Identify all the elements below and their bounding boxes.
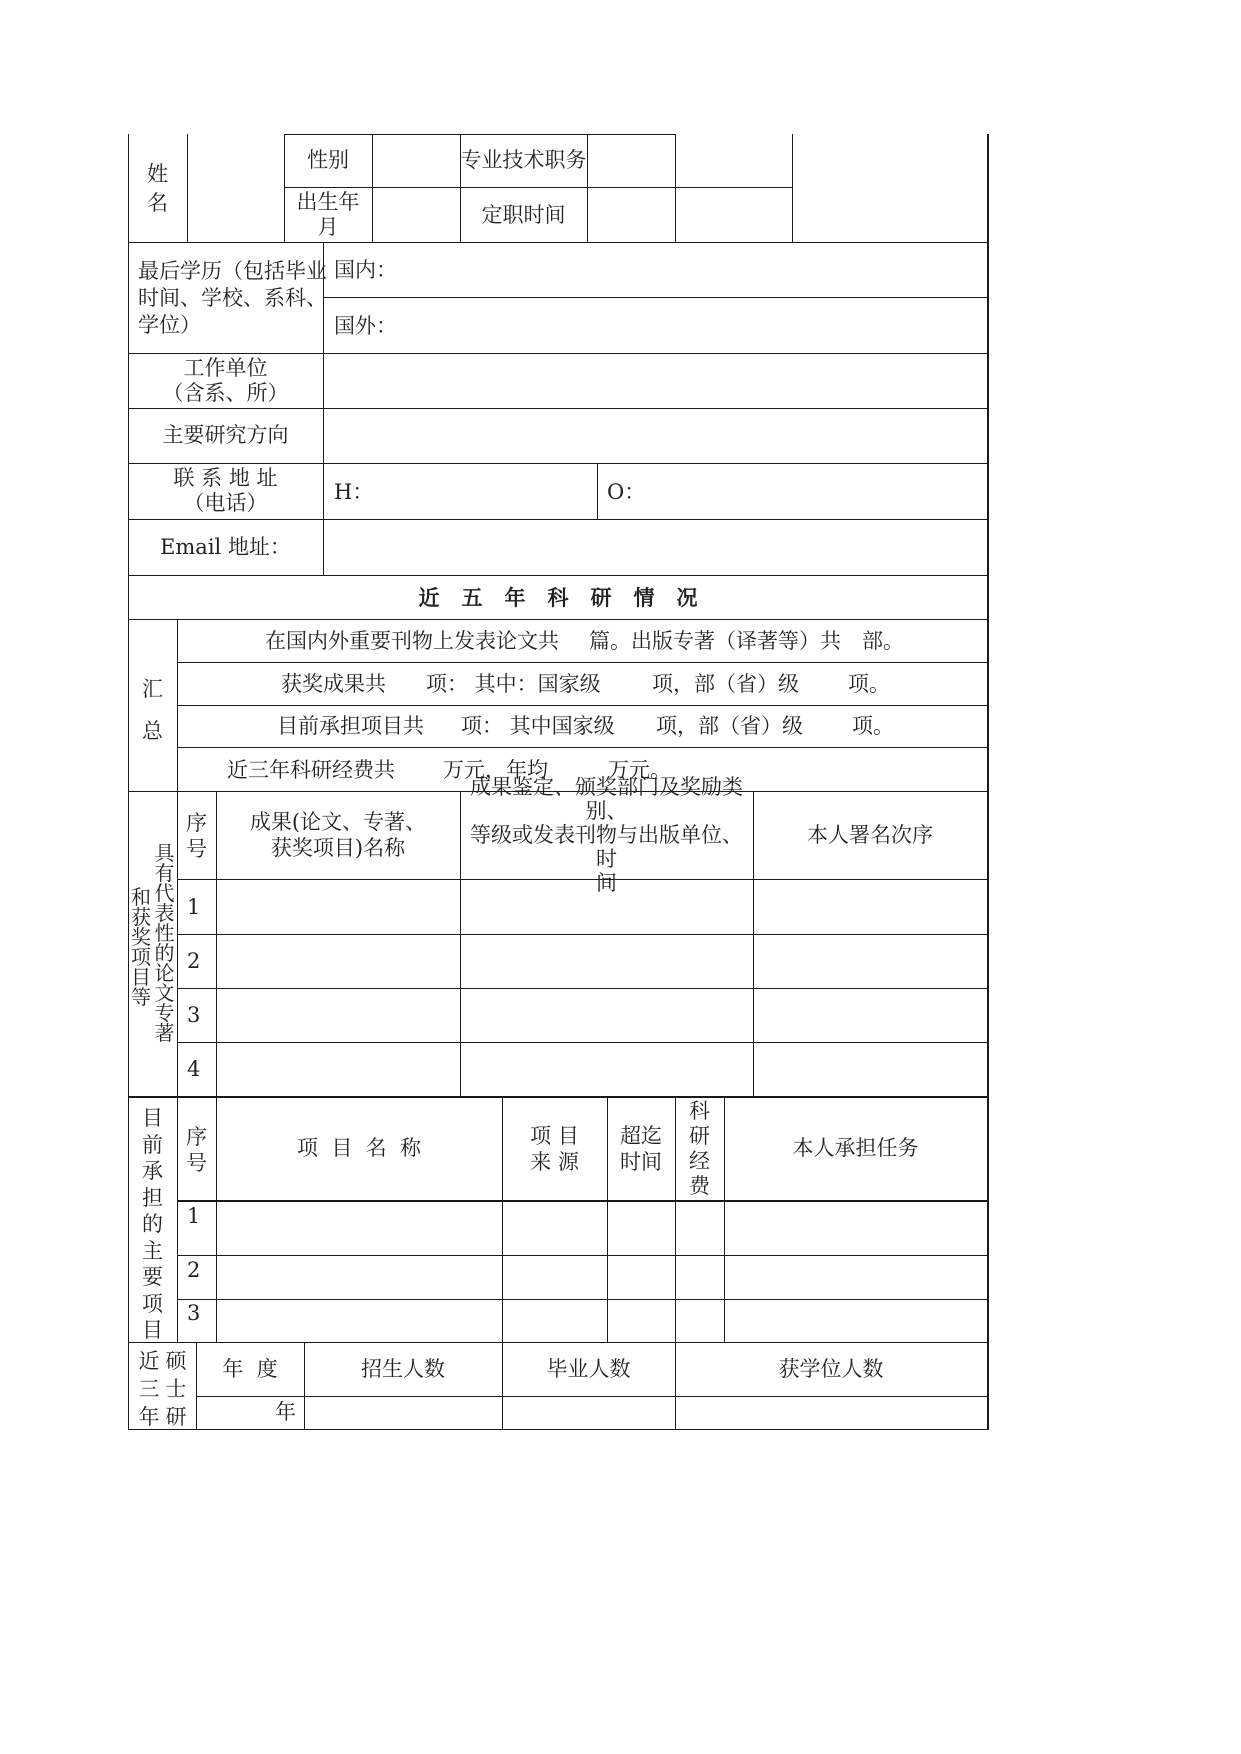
work-unit-label-line1: 工作单位 (183, 355, 268, 380)
proj-side-char: 担 (142, 1185, 163, 1210)
proj-col-name: 项 目 名 称 (296, 1136, 422, 1160)
ach-side1-char: 具 (154, 841, 175, 865)
proj-col-period (607, 1097, 675, 1200)
ach-side2-char: 项 (131, 945, 151, 969)
research-direction-label: 主要研究方向 (162, 423, 289, 447)
summary-side-char-1: 汇 (142, 677, 163, 701)
section-title: 近五年科研情况 (418, 584, 720, 610)
email-field[interactable] (324, 520, 987, 575)
achievements-side-label-col1 (152, 843, 177, 1043)
work-unit-field[interactable] (324, 354, 987, 408)
name-char-1: 姓 (147, 162, 168, 186)
students-side-label-col2 (164, 1347, 188, 1431)
stu-col-grad: 毕业人数 (546, 1356, 631, 1381)
stu-col-enroll: 招生人数 (361, 1356, 445, 1381)
email-label: Email 地址： (160, 534, 291, 559)
ach-side1-char: 表 (154, 901, 175, 925)
summary-line4-part-c: 万元。 (608, 758, 671, 782)
proj-side-char: 目 (142, 1106, 163, 1130)
proj-col-funds-char: 费 (689, 1173, 710, 1198)
ach-row-number: 2 (187, 949, 201, 973)
birth-label-line2: 月 (317, 215, 339, 239)
birth-label-line1: 出生年 (296, 190, 360, 214)
summary-line2-part-d: 项。 (848, 672, 890, 696)
ach-col-detail-line2: 等级或发表刊物与出版单位、时 (470, 823, 743, 871)
contact-office-label: O： (607, 480, 646, 504)
summary-line1-part-b: 篇。出版专著（译著等）共 (589, 629, 841, 653)
proj-row-number: 2 (187, 1258, 201, 1282)
name-label (128, 160, 187, 218)
ach-side2-char: 获 (131, 905, 151, 929)
students-side-label-col1 (137, 1347, 161, 1431)
title-field[interactable] (587, 134, 675, 187)
summary-side-char-2: 总 (142, 719, 163, 743)
stu-side1-char: 年 (138, 1405, 160, 1429)
proj-col-period-line1: 超迄 (620, 1123, 662, 1148)
proj-col-source-line1: 项 目 (530, 1123, 579, 1148)
projects-side-label (128, 1105, 177, 1344)
proj-row-number: 3 (187, 1301, 201, 1325)
contact-label-line2: （电话） (183, 491, 268, 515)
ach-side2-char: 奖 (131, 925, 151, 949)
stu-side1-char: 三 (138, 1377, 160, 1401)
proj-col-period-line2: 时间 (620, 1149, 662, 1174)
summary-line3-part-a: 目前承担项目共 (277, 714, 424, 738)
summary-line4-part-a: 近三年科研经费共 (227, 758, 395, 782)
proj-side-char: 主 (142, 1238, 163, 1263)
name-char-2: 名 (147, 191, 168, 215)
education-label-line3: 学位） (138, 313, 201, 337)
stu-side2-char: 硕 (165, 1349, 187, 1373)
research-direction-field[interactable] (324, 409, 987, 463)
proj-side-char: 项 (142, 1291, 163, 1316)
proj-side-char: 前 (142, 1132, 163, 1157)
education-label (138, 258, 327, 339)
proj-row-number: 1 (187, 1204, 201, 1228)
proj-col-funds-char: 经 (689, 1148, 710, 1173)
title-date-label: 定职时间 (481, 202, 566, 227)
ach-side1-char: 专 (154, 1001, 175, 1025)
contact-label (128, 463, 323, 519)
proj-side-char: 要 (142, 1265, 163, 1289)
ach-row-number: 3 (187, 1003, 201, 1027)
ach-side1-char: 性 (154, 921, 175, 945)
ach-side1-char: 著 (154, 1021, 175, 1045)
overseas-label: 国外： (334, 314, 397, 338)
ach-side1-char: 论 (154, 961, 175, 985)
proj-side-char: 承 (142, 1159, 163, 1183)
ach-side1-char: 代 (154, 881, 175, 905)
ach-row-number: 1 (187, 895, 201, 919)
proj-col-source (502, 1097, 607, 1200)
proj-col-seq (177, 1124, 216, 1176)
ach-side2-char: 目 (131, 965, 151, 989)
work-unit-label (128, 353, 323, 408)
gender-label: 性别 (307, 148, 349, 172)
ach-side1-char: 文 (154, 981, 175, 1005)
ach-side1-char: 的 (154, 941, 175, 965)
summary-line2-part-b: 项： 其中：国家级 (426, 672, 601, 696)
stu-year-suffix: 年 (275, 1400, 296, 1424)
summary-line2-part-c: 项，部（省）级 (652, 672, 799, 696)
photo-area (792, 134, 987, 242)
education-label-line2: 时间、学校、系科、 (138, 286, 327, 310)
summary-side-label (128, 668, 177, 752)
ach-col-detail (460, 775, 753, 895)
domestic-label: 国内： (334, 258, 397, 282)
proj-col-funds-char: 研 (689, 1123, 710, 1148)
ach-row-number: 4 (187, 1057, 201, 1081)
summary-line4-part-b: 万元，年均 (443, 758, 548, 782)
contact-home-label: H： (334, 480, 374, 504)
summary-line2-part-a: 获奖成果共 (281, 672, 386, 696)
education-label-line1: 最后学历（包括毕业 (138, 259, 327, 283)
stu-side1-char: 近 (138, 1349, 160, 1373)
proj-col-seq-char-2: 号 (186, 1151, 207, 1175)
birth-field[interactable] (372, 188, 460, 242)
ach-side1-char: 有 (154, 861, 175, 885)
proj-col-funds (675, 1097, 724, 1200)
summary-line3-part-c: 项，部（省）级 (656, 714, 803, 738)
ach-col-seq-char-2: 号 (186, 837, 207, 861)
proj-col-task: 本人承担任务 (792, 1136, 919, 1160)
proj-col-source-line2: 来 源 (530, 1149, 579, 1174)
stu-side2-char: 研 (165, 1405, 187, 1429)
stu-col-year: 年 度 (222, 1356, 278, 1381)
summary-line3-part-d: 项。 (852, 714, 894, 738)
ach-col-rank: 本人署名次序 (807, 822, 933, 847)
proj-side-char: 的 (142, 1212, 163, 1236)
birth-label (284, 188, 372, 242)
ach-col-detail-line1: 成果鉴定、颁奖部门及奖励类别、 (470, 775, 743, 823)
summary-line1-part-c: 部。 (862, 629, 904, 653)
achievements-side-label-col2 (129, 887, 153, 1007)
title-date-field[interactable] (587, 188, 675, 242)
name-field[interactable] (187, 134, 284, 242)
summary-line1-part-a: 在国内外重要刊物上发表论文共 (265, 629, 559, 653)
work-unit-label-line2: （含系、所） (162, 380, 289, 405)
proj-col-seq-char-1: 序 (186, 1125, 207, 1149)
proj-col-funds-char: 科 (689, 1098, 710, 1123)
contact-label-line1: 联 系 地 址 (173, 466, 278, 490)
ach-side2-char: 和 (131, 885, 151, 909)
stu-col-degree: 获学位人数 (778, 1356, 884, 1381)
title-label: 专业技术职务 (460, 148, 587, 172)
summary-line3-part-b: 项： 其中国家级 (461, 714, 615, 738)
ach-col-seq-char-1: 序 (186, 811, 207, 835)
ach-col-name (216, 791, 460, 879)
proj-side-char: 目 (142, 1318, 163, 1342)
ach-col-seq (177, 810, 216, 862)
ach-side2-char: 等 (131, 985, 151, 1009)
ach-col-name-line2: 获奖项目)名称 (270, 836, 406, 860)
gender-field[interactable] (372, 134, 460, 187)
ach-col-name-line1: 成果(论文、专著、 (249, 810, 427, 834)
stu-side2-char: 士 (165, 1377, 187, 1401)
ach-col-detail-line3: 间 (596, 871, 617, 895)
